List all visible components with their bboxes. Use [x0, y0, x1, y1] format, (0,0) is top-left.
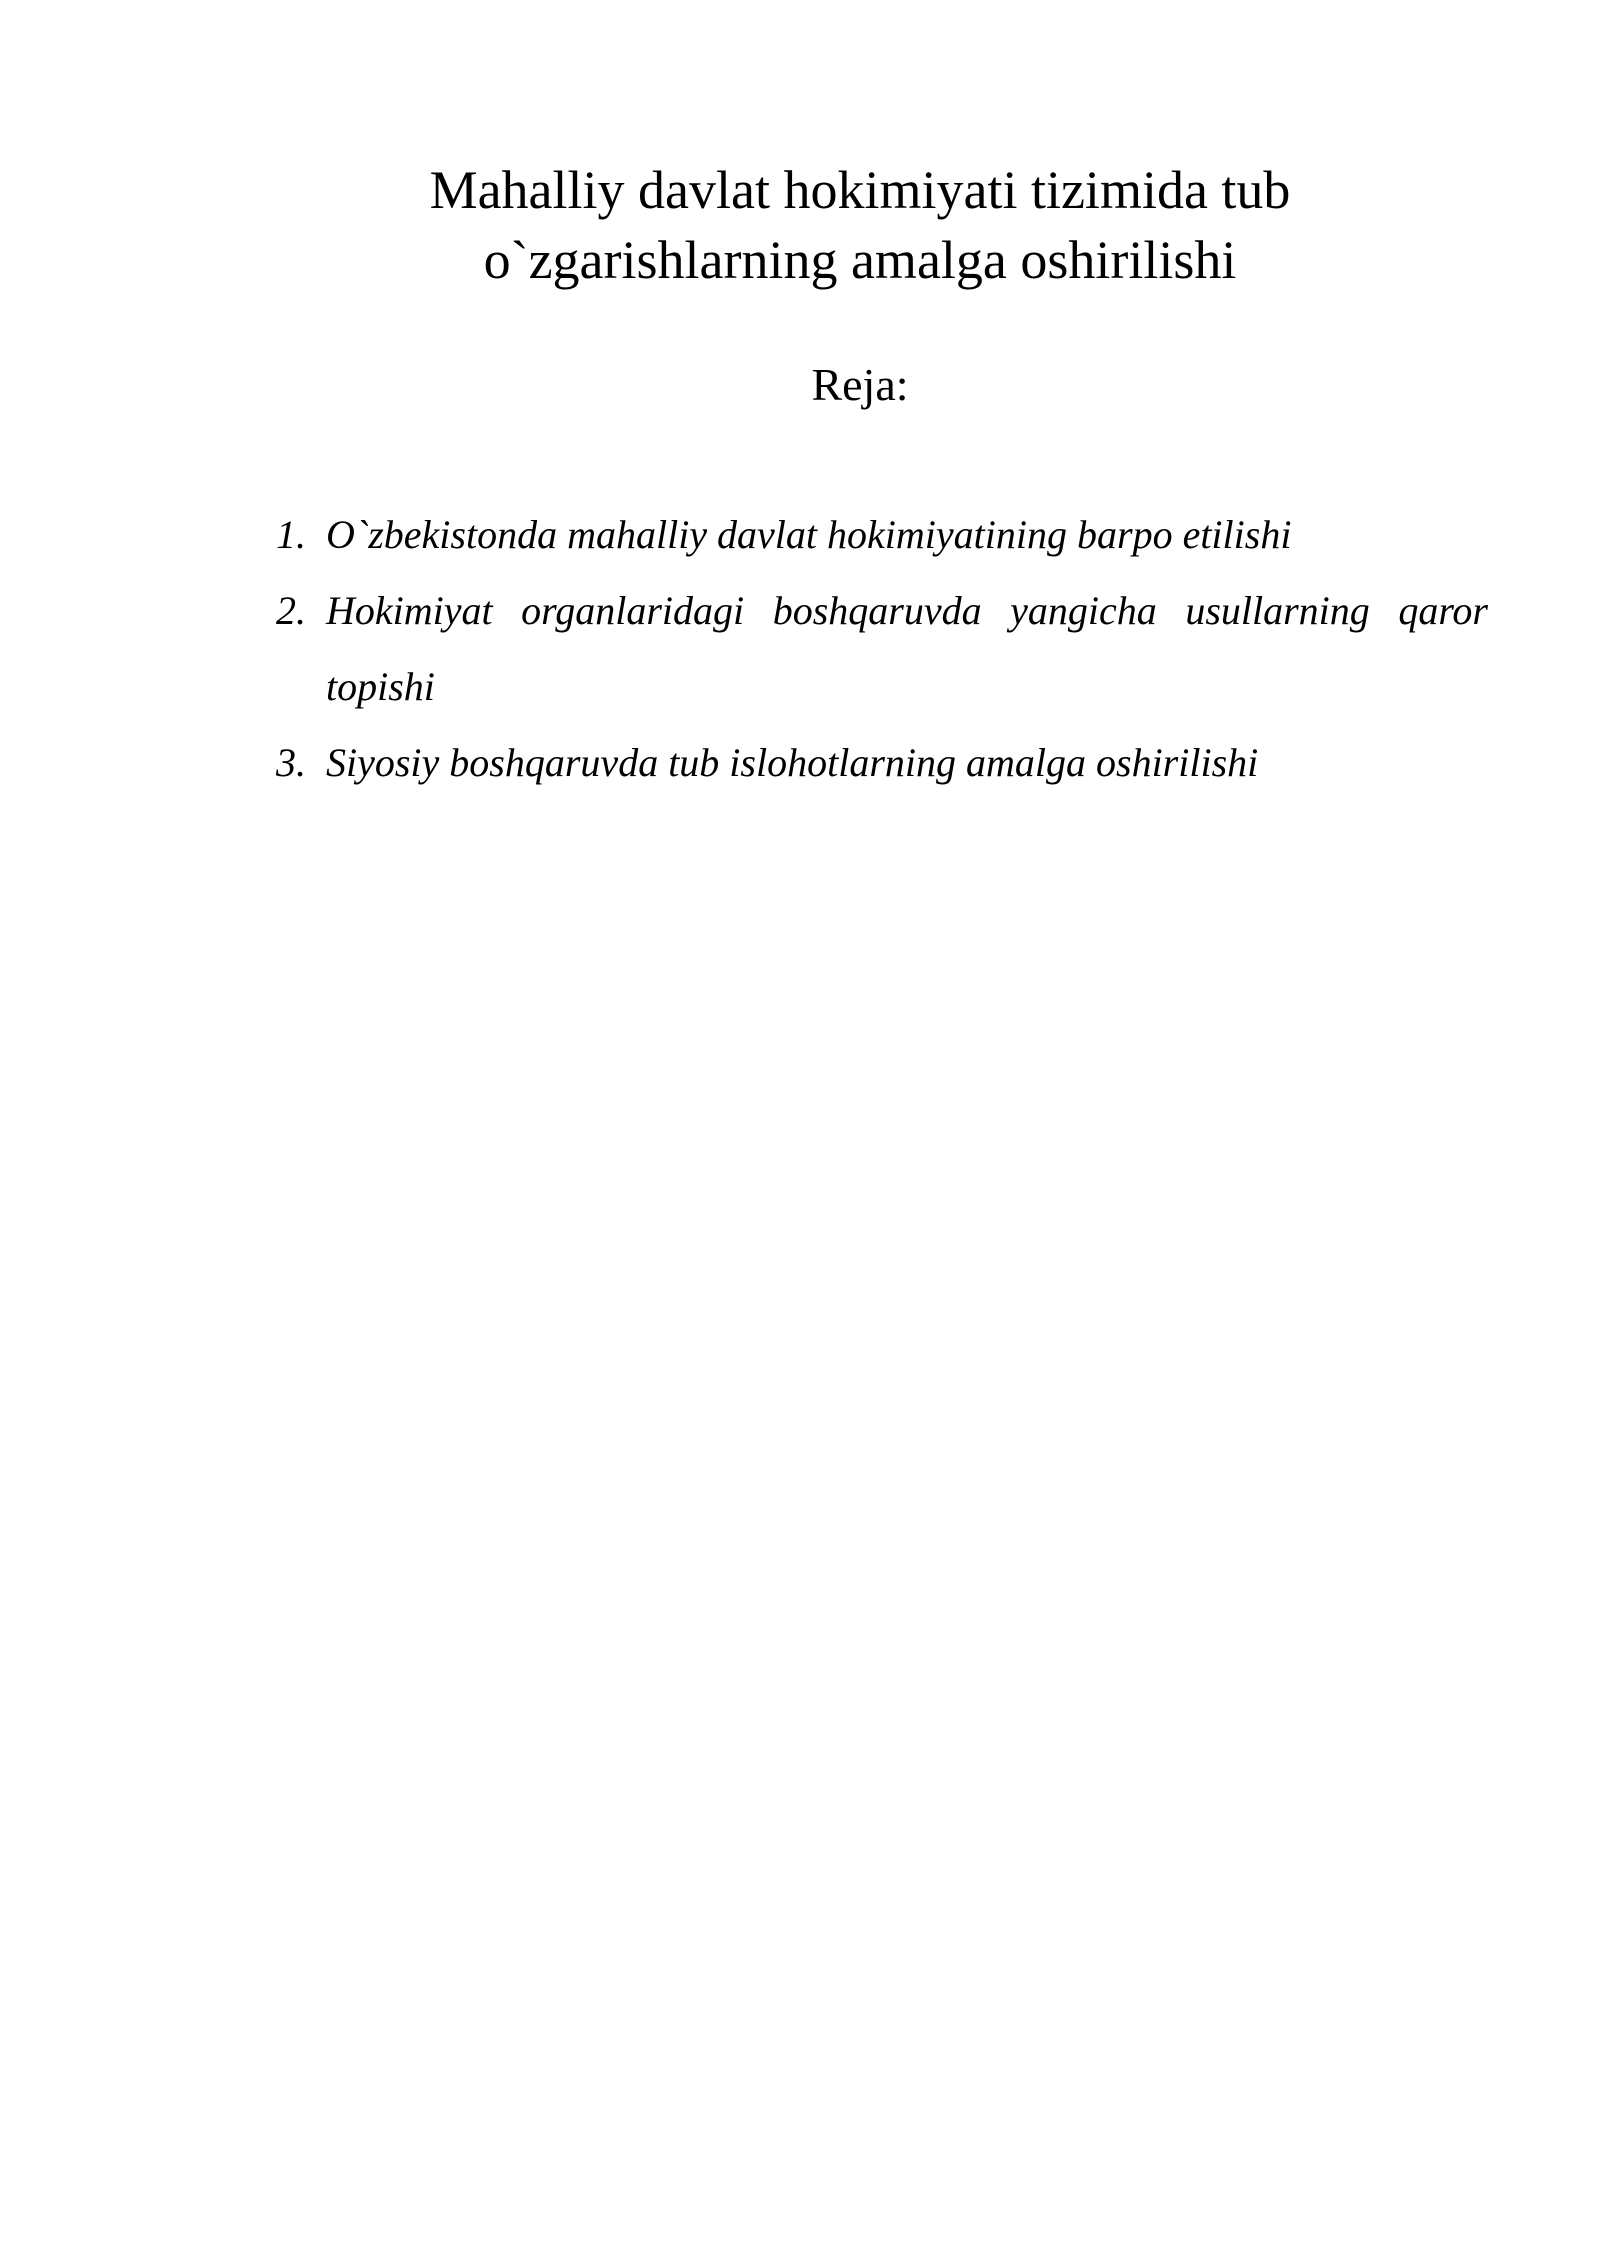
- plan-item-number: 3.: [276, 740, 306, 785]
- title-line-1: Mahalliy davlat hokimiyati tizimida tub: [429, 160, 1291, 220]
- plan-item-number: 1.: [276, 512, 306, 557]
- plan-list: [276, 497, 1488, 801]
- plan-item-2: [276, 573, 1488, 725]
- plan-item-text: Hokimiyat organlaridagi boshqaruvda yangicha usullarning qaror topishi: [326, 588, 1488, 709]
- plan-item-number: 2.: [276, 588, 306, 633]
- document-title: [260, 155, 1460, 295]
- title-line-2: o`zgarishlarning amalga oshirilishi: [483, 230, 1237, 290]
- plan-item-1: [276, 497, 1488, 573]
- plan-heading: Reja:: [811, 359, 909, 410]
- plan-item-text: O`zbekistonda mahalliy davlat hokimiyatining barpo etilishi: [326, 512, 1292, 557]
- plan-item-3: [276, 725, 1488, 801]
- plan-item-text: Siyosiy boshqaruvda tub islohotlarning amalga oshirilishi: [326, 740, 1259, 785]
